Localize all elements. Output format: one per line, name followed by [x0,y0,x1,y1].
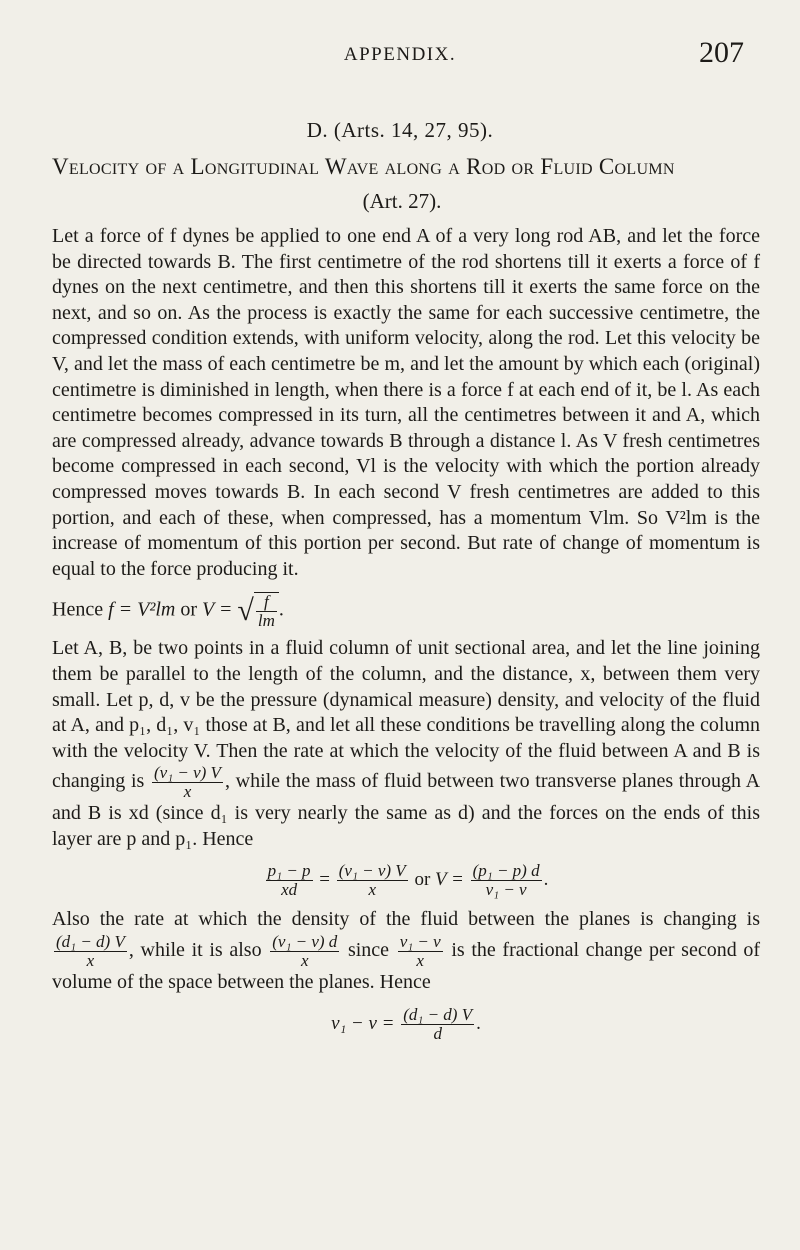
fraction-pressure [266,862,313,899]
equation-f: f = V²lm [108,598,176,621]
heading-line-1: Velocity of a Longitudinal Wave along a Rod or Fluid Column [52,154,675,179]
body-text [52,224,760,1051]
fraction-v [398,933,443,970]
fraction-density-den: x [86,951,95,971]
fraction-rate [152,764,223,801]
fraction-rate-den: x [183,782,192,802]
para2-text-b: , while the mass of fluid between two transverse planes through A and B is xd (since d₁ is very nearly the same as d) and the forces on the ends of this layer are p and p₁. Hence [52,770,761,850]
equation-hence-1: Hence f = V²lm or V = √ $\frac{f}{lm}$ . [52,592,284,631]
heading-line-2: (Art. 27). [362,189,442,213]
fraction-density-rate [54,933,127,970]
fraction-velocity-num: (v₁ − v) V [338,861,406,881]
section-heading [52,150,752,218]
fraction-pressure-den: xd [281,880,298,900]
fraction-v-den: x [416,951,424,971]
sqrt-denominator: lm [257,611,275,631]
fraction-vd-den: x [300,951,309,971]
fraction-velocity-den: x [368,880,376,900]
equals-sign: = [319,869,331,891]
equation-v-lhs: V = [202,598,233,621]
paragraph-rod: Let a force of f dynes be applied to one end A of a very long rod AB, and let the force be directed towards B. The first centimetre of the rod shortens till it exerts a force of f dynes on the next centimetre, and then this shortens till it exerts the same force on the next, and so on. As the process is exactly the same for each successive centimetre, the compressed condition extends, with uniform velocity, along the rod. Let this velocity be V, and let the mass of each centimetre be m, and let the amount by which each (original) centimetre is diminished in length, when there is a force f at each end of it, be l. As each centimetre becomes compressed in its turn, all the centimetres between it and A, which are compressed already, advance towards B through a distance l. As V fresh centimetres become compressed in each second, Vl is the velocity with which the portion already compressed moves towards B. In each second V fresh centimetres are added to this portion, and each of these, when compressed, has a momentum Vlm. So V²lm is the increase of momentum of this portion per second. But rate of change of momentum is equal to the force producing it. [52,225,760,580]
v-equals: V = [435,869,464,891]
fraction-final [401,1006,474,1043]
fraction-v-result-den: v₁ − v [485,880,527,900]
fraction-v-result [471,862,542,899]
equation-block-2: $\frac{\text{p₁ − p}}{xd}$ = $\frac{\text{(v₁ − v) V}}{x}$ or V = $\frac{\text{(p₁ − p) d}}{\text{v₁ − v}}$ . [267,861,549,900]
hence-label: Hence [52,598,104,621]
para3-text-a: Also the rate at which the density of the fluid between the planes is changing is [52,908,760,931]
fraction-velocity [337,862,408,899]
running-head-title: APPENDIX. [343,44,457,65]
para3-text-b: , while it is also [128,939,262,962]
or-label: or [180,598,198,621]
section-label: D. (Arts. 14, 27, 95). [306,118,494,142]
fraction-v-result-num: (p₁ − p) d [472,861,540,881]
equation-block-3: v₁ − v = $\frac{\text{(d₁ − d) V}}{d}$ . [331,1004,481,1043]
sqrt-numerator: f [256,593,277,612]
fraction-density-num: (d₁ − d) V [56,932,125,952]
or-label-2: or [414,869,431,891]
paragraph-fluid [52,636,760,852]
page-number: 207 [699,36,744,69]
para3-text-d: is the fractional change per second of volume of the space between the planes. Hence [52,939,761,994]
para3-text-c: since [347,939,390,962]
v1-minus-v: v₁ − v = [331,1012,395,1034]
running-head [0,36,800,76]
fraction-vd-num: (v₁ − v) d [272,932,338,952]
fraction-rate-num: (v₁ − v) V [154,763,221,783]
fraction-vd [270,933,339,970]
square-root: √ $\frac{f}{lm}$ [237,592,278,630]
paragraph-density [52,907,760,995]
fraction-final-num: (d₁ − d) V [403,1004,473,1024]
para2-text-a: Let A, B, be two points in a fluid column of unit sectional area, and let the line joining them be parallel to the length of the column, and the distance, x, between them very small. Let p, d, v be the pressure (dynamical measure) density, and velocity of the fluid at A, and p₁, d₁, v₁ those at B, and let all these conditions be travelling along the column with the velocity V. Then the rate at which the velocity of the fluid between A and B is changing is [52,637,760,793]
fraction-final-den: d [433,1023,442,1043]
fraction-v-num: v₁ − v [399,932,441,952]
fraction-pressure-num: p₁ − p [267,861,311,881]
